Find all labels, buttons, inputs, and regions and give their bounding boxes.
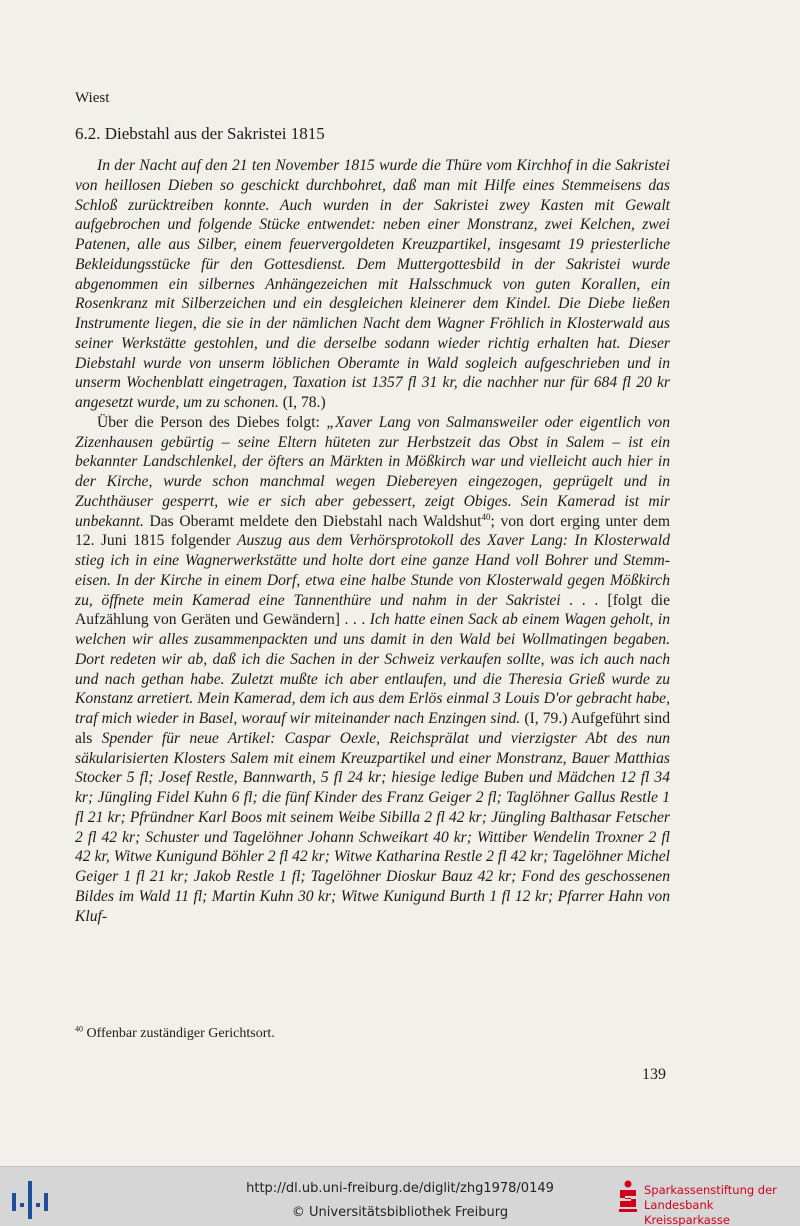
- sponsor-line-1: Sparkassenstiftung der: [644, 1183, 777, 1197]
- text-run: [folgt die Aufzählung von Geräten und Gewändern] . . .: [75, 591, 670, 629]
- quoted-text-run: Ich hatte einen Sack ab einem Wagen geholt, in welchen wir alles zusammenpackten und uns damit in den Wald bei Wollmatingen begaben. Dort redeten wir ab, daß ich die Sachen in der Schweiz verkaufen sollte, was ich auch nach und nach gethan habe. Zuletzt mußte ich aber entlaufen, und die Theresia Grieß wurde zu Konstanz arretiert. Mein Kamerad, dem ich aus dem Erlös einmal 3 Louis D'or gebracht habe, traf mich wieder in Basel, worauf wir miteinander nach Enzingen sind.: [75, 611, 670, 727]
- page-number: 139: [642, 1066, 666, 1083]
- footer-url-link[interactable]: http://dl.ub.uni-freiburg.de/diglit/zhg1978/0149: [246, 1181, 554, 1196]
- text-run: ; von dort erging unter dem 12. Juni 1815 folgender: [75, 512, 670, 550]
- source-reference: (I, 78.): [282, 394, 326, 411]
- quoted-text-run: Auszug aus dem Verhörsprotokoll des Xaver Lang: In Klosterwald stieg ich in eine Wagnerwerkstätte und holte dort eine ganze Hand voll Bohrer und Stemmeisen. In der Kirche in einem Dorf, etwa eine halbe Stunde von Klosterwald gegen Mößkirch zu, öffnete mein Kamerad eine Tannenthüre und nahm in der Sakristei . . .: [75, 532, 670, 609]
- quoted-text-run: Spender für neue Artikel: Caspar Oexle, Reichsprälat und vierzigster Abt des nun säkularisierten Klosters Salem mit einem Kreuzpartikel und einer Monstranz, Bauer Matthias Stocker 5 fl; Josef Restle, Bannwarth, 5 fl 24 kr; hiesige ledige Buben und Mädchen 12 fl 34 kr; Jüngling Fidel Kuhn 6 fl; die fünf Kinder des Franz Geiger 2 fl; Taglöhner Gallus Restle 1 fl 21 kr; Pfründner Karl Boos mit seinem Weibe Sibilla 2 fl 42 kr; Jüngling Balthasar Fetscher 2 fl 42 kr; Schuster und Tagelöhner Johann Schweikart 40 kr; Wittiber Wendelin Troxner 2 fl 42 kr, Witwe Kunigund Böhler 2 fl 42 kr; Witwe Katharina Restle 2 fl 42 kr; Tagelöhner Michel Geiger 1 fl 21 kr; Jakob Restle 1 fl; Tagelöhner Dioskur Bauz 42 kr; Fond des geschossenen Bildes im Wald 11 fl; Martin Kuhn 30 kr; Witwe Kunigund Burth 1 fl 12 kr; Pfarrer Hahn von Kluf-: [75, 729, 670, 925]
- footnote-reference[interactable]: 40: [481, 511, 491, 522]
- section-title: 6.2. Diebstahl aus der Sakristei 1815: [75, 124, 325, 143]
- body-text: [75, 156, 670, 926]
- paragraph-1: [75, 156, 670, 413]
- footnote-text: Offenbar zuständiger Gerichtsort.: [83, 1026, 275, 1041]
- footnote: [75, 1026, 275, 1042]
- sponsor-line-2: Landesbank Kreissparkasse: [644, 1198, 730, 1226]
- text-run: Über die Person des Diebes folgt:: [97, 413, 327, 431]
- sparkasse-logo-icon[interactable]: [618, 1180, 638, 1214]
- text-run: Das Oberamt meldete den Diebstahl nach Waldshut: [143, 512, 482, 530]
- text-run: (I, 79.) Aufgeführt sind als: [75, 710, 671, 747]
- running-head: Wiest: [75, 90, 110, 106]
- paragraph-2: [75, 413, 670, 927]
- quoted-chronicle-text: In der Nacht auf den 21 ten November 1815 wurde die Thüre vom Kirchhof in die Sakristei von heillosen Dieben so geschickt durchbohret, daß man mit Hilfe eines Stemmeisens das Schloß zurücktreiben konnte. Auch wurden in der Sakristei zwey Kasten mit Gewalt aufgebrochen und folgende Stücke entwendet: neben einer Monstranz, zwei Kelchen, zwei Patenen, alle aus Silber, einem feuervergoldeten Kreuzpartikel, insgesamt 19 priesterliche Bekleidungsstücke für den Gottesdienst. Dem Muttergottesbild in der Sakristei wurde abgenommen ein silbernes Anhängezeichen mit Halsschmuck von guten Korallen, ein Rosenkranz mit Silberzeichen und ein desgleichen kleinerer dem Kindel. Die Diebe ließen Instrumente liegen, die sie in der nämlichen Nacht dem Wagner Fröhlich in Klosterwald aus seiner Werkstätte gestohlen, und die derselbe sodann wieder richtig erhalten hat. Dieser Diebstahl wurde von unserm löblichen Oberamte in Wald sogleich aufgeschrieben und in unserm Wochenblatt eingetragen, Taxation ist 1357 fl 31 kr, die nachher nur für 684 fl 20 kr angesetzt wurde, um zu schonen.: [75, 157, 670, 411]
- footer-copyright: © Universitätsbibliothek Freiburg: [291, 1205, 509, 1220]
- footer-bar: [0, 1166, 800, 1226]
- footnote-number: 40: [75, 1024, 83, 1034]
- sponsor-text[interactable]: [644, 1183, 800, 1226]
- quoted-text-run: „Xaver Lang von Salmansweiler oder eigentlich von Zizenhausen gebürtig – seine Eltern hüteten zur Herbstzeit das Obst in Salem – ist ein bekannter Landschlenkel, der öfters an Märkten in Mößkirch war und vielleicht auch hier in der Kirche, wurde schon manchmal wegen Diebereyen eingezogen, geprügelt und in Zuchthäuser gesperrt, wie er sich aber gebessert, zeigt Obiges. Sein Kamerad ist mir unbekannt.: [75, 413, 670, 530]
